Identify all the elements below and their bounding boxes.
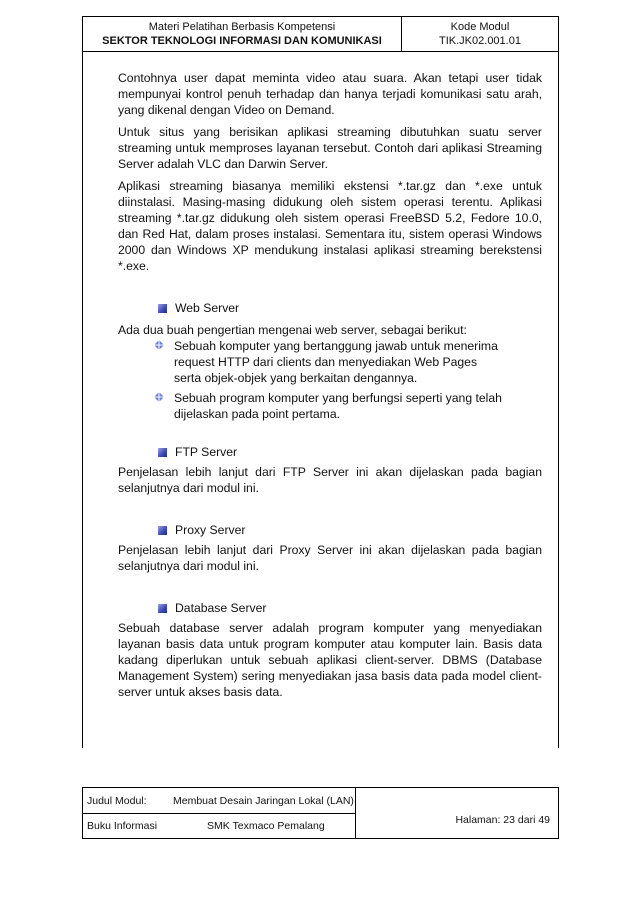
footer-page-number: Halaman: 23 dari 49 [455, 814, 550, 826]
header-code-cell [402, 17, 558, 51]
footer-info-cell [83, 788, 356, 838]
list-item [154, 390, 542, 422]
section-heading-proxy-server [158, 522, 542, 538]
section-title: Web Server [175, 301, 240, 315]
header-kode-label: Kode Modul [450, 21, 510, 33]
square-bullet-icon [158, 526, 167, 535]
paragraph-video-on-demand: Contohnya user dapat meminta video atau suara. Akan tetapi user tidak mempunyai kontrol penuh terhadap dan hanya terjadi komunikasi satu arah, yang dikenal dengan Video on Demand. [118, 71, 542, 117]
square-bullet-icon [158, 304, 167, 313]
paragraph-streaming-server: Untuk situs yang berisikan aplikasi streaming dibutuhkan suatu server streaming untuk memproses layanan tersebut. Contoh dari aplikasi Streaming Server adalah VLC dan Darwin Server. [118, 125, 542, 171]
paragraph-ftp-server: Penjelasan lebih lanjut dari FTP Server ini akan dijelaskan pada bagian selanjutnya dari modul ini. [118, 465, 542, 495]
list-item-text: Sebuah komputer yang bertanggung jawab untuk menerima request HTTP dari clients dan menyediakan Web Pages serta objek-objek yang berkaitan dengannya. [174, 339, 498, 385]
section-title: Proxy Server [175, 523, 246, 537]
square-bullet-icon [158, 604, 167, 613]
page-footer [82, 787, 559, 839]
header-title-cell [83, 17, 402, 51]
square-bullet-icon [158, 448, 167, 457]
paragraph-database-server: Sebuah database server adalah program komputer yang menyediakan layanan basis data untuk program komputer atau komputer lain. Basis data kadang diperlukan untuk sebuah aplikasi client-server. DBMS (Database Management System) sering menyediakan jasa basis data pada model client-server untuk akses basis data. [118, 621, 542, 699]
header-materi: Materi Pelatihan Berbasis Kompetensi [148, 21, 336, 33]
section-title: Database Server [175, 601, 267, 615]
footer-judul-label: Judul Modul: [87, 794, 147, 807]
list-item-text: Sebuah program komputer yang berfungsi seperti yang telah dijelaskan pada point pertama. [174, 391, 502, 421]
paragraph-proxy-server: Penjelasan lebih lanjut dari Proxy Server ini akan dijelaskan pada bagian selanjutnya dari modul ini. [118, 543, 542, 573]
page-header [82, 16, 559, 52]
list-item [154, 338, 542, 386]
footer-buku-value: SMK Texmaco Pemalang [207, 819, 325, 832]
footer-judul-value: Membuat Desain Jaringan Lokal (LAN) [173, 794, 354, 807]
section-heading-ftp-server [158, 444, 542, 460]
header-sektor: SEKTOR TEKNOLOGI INFORMASI DAN KOMUNIKASI [102, 35, 382, 47]
footer-buku-row [83, 813, 355, 838]
paragraph-streaming-extensions: Aplikasi streaming biasanya memiliki ekstensi *.tar.gz dan *.exe untuk diinstalasi. Masing-masing didukung oleh sistem operasi terentu. Aplikasi streaming *.tar.gz didukung oleh sistem operasi FreeBSD 5.2, Fedore 10.0, dan Red Hat, dalam proses instalasi. Sementara itu, sistem operasi Windows 2000 dan Windows XP mendukung instalasi aplikasi streaming berekstensi *.exe. [118, 179, 542, 273]
left-border-rule [82, 52, 83, 748]
section-title: FTP Server [175, 445, 238, 459]
diamond-bullet-icon [154, 340, 170, 388]
right-border-rule [558, 52, 559, 748]
page-body [118, 70, 542, 706]
paragraph-web-server-intro: Ada dua buah pengertian mengenai web server, sebagai berikut: [118, 323, 467, 337]
footer-judul-row [83, 788, 355, 814]
footer-buku-label: Buku Informasi [87, 819, 158, 832]
header-kode-value: TIK.JK02.001.01 [439, 35, 521, 47]
section-heading-web-server [158, 300, 542, 316]
section-heading-database-server [158, 600, 542, 616]
diamond-bullet-icon [154, 392, 170, 424]
